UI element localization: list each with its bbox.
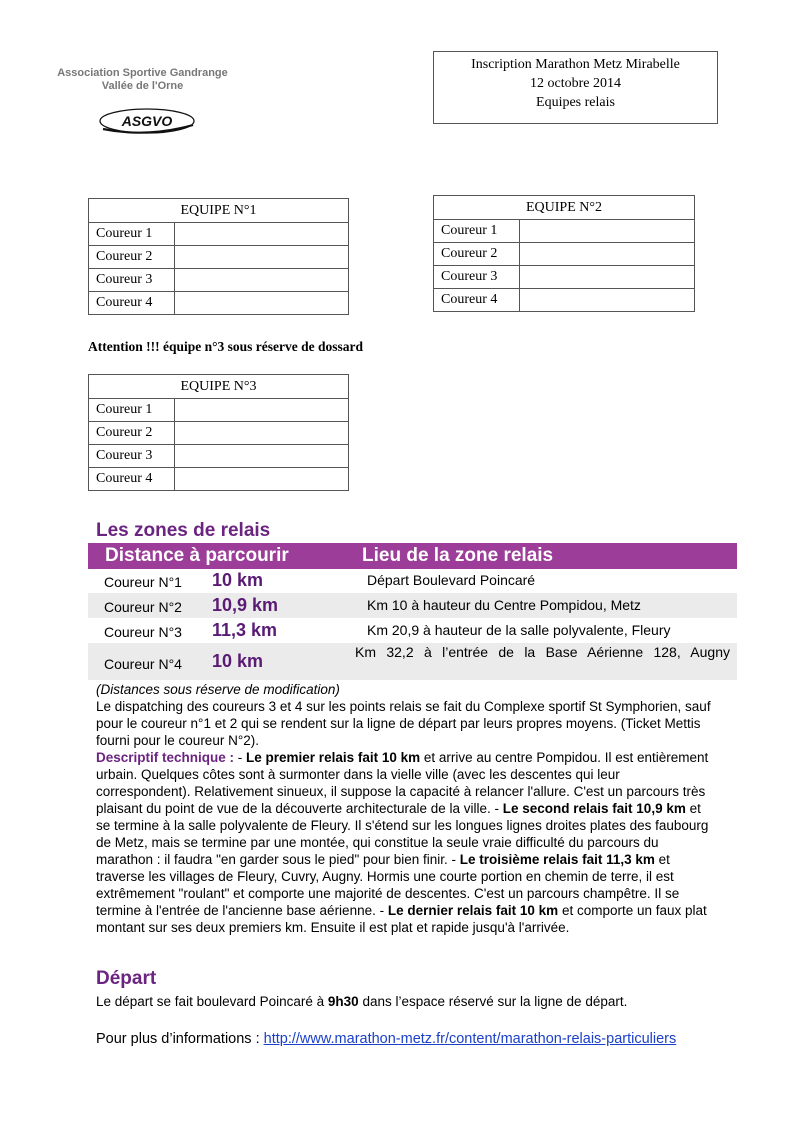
zone-runner: Coureur N°3 bbox=[104, 624, 182, 640]
zone-distance: 10 km bbox=[212, 570, 264, 590]
team-3-warning: Attention !!! équipe n°3 sous réserve de dossard bbox=[88, 339, 364, 354]
zone-row-3 bbox=[88, 618, 737, 643]
team-2-table bbox=[433, 195, 695, 312]
team-2-runner-1-label: Coureur 1 bbox=[434, 220, 520, 243]
team-1-runner-3-label: Coureur 3 bbox=[89, 269, 175, 292]
team-3-title: EQUIPE N°3 bbox=[89, 375, 349, 399]
team-2-runner-2-field[interactable] bbox=[520, 243, 695, 266]
distances-note: (Distances sous réserve de modification) bbox=[96, 682, 340, 697]
event-title-box bbox=[433, 51, 718, 124]
zone-row-4 bbox=[88, 643, 737, 680]
zone-runner: Coureur N°1 bbox=[104, 574, 182, 590]
zone-row-2 bbox=[88, 593, 737, 618]
zone-place: Km 32,2 à l’entrée de la Base Aérienne 128, Augny bbox=[355, 644, 730, 660]
zone-place: Km 20,9 à hauteur de la salle polyvalente, Fleury bbox=[367, 622, 671, 638]
zones-col-distance: Distance à parcourir bbox=[105, 545, 289, 566]
relay-4-highlight: Le dernier relais fait 10 km bbox=[387, 903, 559, 918]
team-1-runner-2-label: Coureur 2 bbox=[89, 246, 175, 269]
dispatch-paragraph: Le dispatching des coureurs 3 et 4 sur les points relais se fait du Complexe sportif St Symphorien, sauf pour le coureur n°1 et 2 qui se rendent sur la ligne de départ par leurs propres moyens. (Ticket Mettis fourni pour le coureur N°2). bbox=[96, 699, 711, 748]
depart-title: Départ bbox=[96, 968, 157, 989]
zones-title: Les zones de relais bbox=[96, 520, 271, 541]
zones-col-place: Lieu de la zone relais bbox=[362, 545, 554, 566]
more-info-link[interactable]: http://www.marathon-metz.fr/content/marathon-relais-particuliers bbox=[263, 1031, 677, 1047]
event-title: Inscription Marathon Metz Mirabelle bbox=[471, 57, 680, 72]
logo-text: ASGVO bbox=[121, 113, 173, 129]
team-2-runner-1-field[interactable] bbox=[520, 220, 695, 243]
more-info-label: Pour plus d’informations : bbox=[96, 1031, 264, 1047]
team-2-runner-4-label: Coureur 4 bbox=[434, 289, 520, 312]
zone-runner: Coureur N°4 bbox=[104, 656, 182, 672]
relay-1-highlight: Le premier relais fait 10 km bbox=[246, 750, 421, 765]
team-3-table bbox=[88, 374, 349, 491]
organization-name bbox=[40, 67, 245, 93]
zone-row-1 bbox=[88, 569, 737, 593]
team-2-runner-3-field[interactable] bbox=[520, 266, 695, 289]
org-name-line1: Association Sportive Gandrange bbox=[57, 67, 228, 79]
descriptif-label: Descriptif technique : bbox=[96, 750, 235, 765]
asgvo-logo bbox=[97, 107, 197, 137]
zone-distance: 10,9 km bbox=[212, 595, 279, 615]
team-1-runner-1-field[interactable] bbox=[175, 223, 349, 246]
zone-distance: 10 km bbox=[212, 651, 264, 671]
team-3-runner-3-label: Coureur 3 bbox=[89, 445, 175, 468]
zone-place: Départ Boulevard Poincaré bbox=[367, 572, 536, 588]
team-1-title: EQUIPE N°1 bbox=[89, 199, 349, 223]
team-2-runner-3-label: Coureur 3 bbox=[434, 266, 520, 289]
team-1-runner-2-field[interactable] bbox=[175, 246, 349, 269]
team-3-runner-1-label: Coureur 1 bbox=[89, 399, 175, 422]
team-1-runner-4-label: Coureur 4 bbox=[89, 292, 175, 315]
team-3-runner-1-field[interactable] bbox=[175, 399, 349, 422]
zones-header-bar bbox=[88, 543, 737, 569]
depart-time: 9h30 bbox=[327, 994, 359, 1009]
team-2-title: EQUIPE N°2 bbox=[434, 196, 695, 220]
team-1-runner-4-field[interactable] bbox=[175, 292, 349, 315]
team-2-runner-2-label: Coureur 2 bbox=[434, 243, 520, 266]
event-subtitle: Equipes relais bbox=[536, 95, 615, 110]
relay-3-highlight: Le troisième relais fait 11,3 km bbox=[459, 852, 655, 867]
org-name-line2: Vallée de l'Orne bbox=[101, 80, 184, 92]
more-info bbox=[96, 1030, 686, 1048]
zone-place: Km 10 à hauteur du Centre Pompidou, Metz bbox=[367, 597, 641, 613]
relay-2-highlight: Le second relais fait 10,9 km bbox=[502, 801, 686, 816]
depart-text: Le départ se fait boulevard Poincaré à 9h30 dans l’espace réservé sur la ligne de départ. bbox=[96, 994, 628, 1009]
team-1-runner-1-label: Coureur 1 bbox=[89, 223, 175, 246]
team-1-runner-3-field[interactable] bbox=[175, 269, 349, 292]
zone-distance: 11,3 km bbox=[212, 620, 278, 640]
team-3-runner-4-label: Coureur 4 bbox=[89, 468, 175, 491]
team-3-runner-2-label: Coureur 2 bbox=[89, 422, 175, 445]
team-3-runner-3-field[interactable] bbox=[175, 445, 349, 468]
team-3-runner-4-field[interactable] bbox=[175, 468, 349, 491]
zone-runner: Coureur N°2 bbox=[104, 599, 182, 615]
team-2-runner-4-field[interactable] bbox=[520, 289, 695, 312]
technical-description: Descriptif technique : - Le premier relais fait 10 km et arrive au centre Pompidou. Il est entièrement urbain. Quelques côtes sont à surmonter dans la vielle ville (avec les descentes qui leur correspondent). Relativement sinueux, il suppose la capacité à relancer l'allure. C'est un parcours très plaisant du point de vue de la découverte architecturale de la ville. - Le second relais fait 10,9 km et se termine à la salle polyvalente de Fleury. Il s'étend sur les longues lignes droites plates des faubourg de Metz, mais se termine par une montée, qui constitue la seule vraie difficulté du parcours du marathon : il faudra "en garder sous le pied" pour bien finir. - Le troisième relais fait 11,3 km et traverse les villages de Fleury, Cuvry, Augny. Hormis une courte portion en chemin de terre, il est extrêmement "roulant" et comporte une majorité de descentes. C'est un parcours champêtre. Il se termine à l'entrée de l'ancienne base aérienne. - Le dernier relais fait 10 km et comporte un faux plat montant sur ses deux premiers km. Ensuite il est plat et rapide jusqu'à l'arrivée. bbox=[96, 750, 709, 935]
event-date: 12 octobre 2014 bbox=[530, 76, 621, 91]
team-3-runner-2-field[interactable] bbox=[175, 422, 349, 445]
team-1-table bbox=[88, 198, 349, 315]
